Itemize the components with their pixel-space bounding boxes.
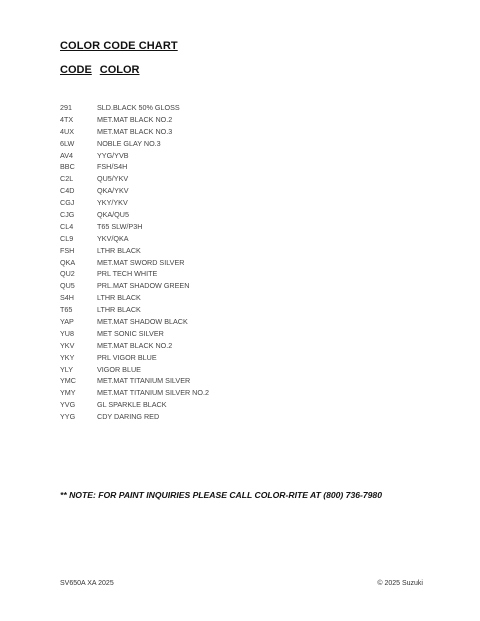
color-cell: MET.MAT SHADOW BLACK	[97, 317, 188, 327]
code-cell: CL9	[60, 233, 74, 243]
color-cell: CDY DARING RED	[97, 412, 160, 422]
code-cell: YYG	[60, 412, 76, 422]
color-cell: PRL VIGOR BLUE	[97, 352, 157, 362]
code-cell: YAP	[60, 317, 74, 327]
table-row	[60, 399, 280, 411]
table-row	[60, 340, 280, 352]
code-cell: C2L	[60, 174, 74, 184]
color-code-table	[60, 102, 280, 423]
table-row	[60, 268, 280, 280]
code-cell: AV4	[60, 150, 74, 160]
footer-model: SV650A XA 2025	[60, 580, 114, 587]
table-row	[60, 114, 280, 126]
color-cell: MET.MAT SWORD SILVER	[97, 257, 185, 267]
color-cell: SLD.BLACK 50% GLOSS	[97, 103, 180, 112]
table-row	[60, 209, 280, 221]
color-cell: QKA/YKV	[97, 186, 129, 196]
color-cell: MET.MAT BLACK NO.2	[97, 340, 173, 350]
table-row	[60, 126, 280, 138]
code-cell: C4D	[60, 186, 75, 196]
code-cell: YMC	[60, 376, 76, 386]
code-cell: YKY	[60, 352, 75, 362]
table-row	[60, 387, 280, 399]
table-row	[60, 221, 280, 233]
table-row	[60, 102, 280, 114]
color-cell: MET.MAT BLACK NO.3	[97, 126, 173, 136]
color-header: COLOR	[99, 64, 140, 76]
code-cell: CL4	[60, 221, 74, 231]
table-row	[60, 197, 280, 209]
table-row	[60, 173, 280, 185]
table-row	[60, 150, 280, 162]
color-cell: MET SONIC SILVER	[97, 328, 164, 338]
color-cell: MET.MAT TITANIUM SILVER	[97, 376, 191, 386]
code-cell: 4UX	[60, 126, 74, 136]
color-cell: QU5/YKV	[97, 174, 129, 184]
table-row	[60, 364, 280, 376]
color-cell: LTHR BLACK	[97, 245, 141, 255]
table-row	[60, 280, 280, 292]
table-row	[60, 411, 280, 423]
color-cell: YKY/YKV	[97, 198, 128, 208]
code-cell: 291	[60, 103, 72, 112]
color-cell: PRL.MAT SHADOW GREEN	[97, 281, 190, 291]
chart-title: COLOR CODE CHART	[60, 40, 178, 52]
color-cell: VIGOR BLUE	[97, 364, 141, 374]
code-cell: YVG	[60, 400, 76, 410]
code-cell: T65	[60, 305, 73, 315]
color-cell: NOBLE GLAY NO.3	[97, 138, 161, 148]
table-row	[60, 257, 280, 269]
code-cell: FSH	[60, 245, 75, 255]
color-cell: LTHR BLACK	[97, 305, 141, 315]
table-row	[60, 304, 280, 316]
table-row	[60, 292, 280, 304]
table-row	[60, 316, 280, 328]
table-row	[60, 161, 280, 173]
code-cell: YKV	[60, 340, 75, 350]
code-cell: YU8	[60, 328, 74, 338]
table-row	[60, 233, 280, 245]
color-cell: YYG/YVB	[97, 150, 129, 160]
color-cell: FSH/S4H	[97, 162, 128, 172]
code-header: CODE	[60, 64, 92, 76]
code-cell: QU5	[60, 281, 75, 291]
code-cell: QU2	[60, 269, 75, 279]
code-cell: CJG	[60, 210, 75, 220]
code-cell: YLY	[60, 364, 74, 374]
color-cell: GL SPARKLE BLACK	[97, 400, 167, 410]
code-cell: CGJ	[60, 198, 75, 208]
color-cell: YKV/QKA	[97, 233, 129, 243]
color-cell: PRL TECH WHITE	[97, 269, 158, 279]
color-cell: T65 SLW/P3H	[97, 221, 143, 231]
code-cell: S4H	[60, 293, 74, 303]
code-cell: 4TX	[60, 114, 74, 124]
code-cell: BBC	[60, 162, 75, 172]
table-row	[60, 138, 280, 150]
code-cell: YMY	[60, 388, 76, 398]
table-row	[60, 375, 280, 387]
color-cell: LTHR BLACK	[97, 293, 141, 303]
table-row	[60, 352, 280, 364]
footer-copyright: © 2025 Suzuki	[377, 580, 423, 587]
table-header	[60, 64, 140, 76]
table-row	[60, 328, 280, 340]
color-cell: QKA/QU5	[97, 210, 129, 220]
code-cell: QKA	[60, 257, 76, 267]
color-cell: MET.MAT TITANIUM SILVER NO.2	[97, 388, 209, 398]
table-row	[60, 245, 280, 257]
paint-inquiry-note: ** NOTE: FOR PAINT INQUIRIES PLEASE CALL COLOR-RITE AT (800) 736-7980	[60, 490, 382, 500]
table-row	[60, 185, 280, 197]
code-cell: 6LW	[60, 138, 75, 148]
color-cell: MET.MAT BLACK NO.2	[97, 114, 173, 124]
